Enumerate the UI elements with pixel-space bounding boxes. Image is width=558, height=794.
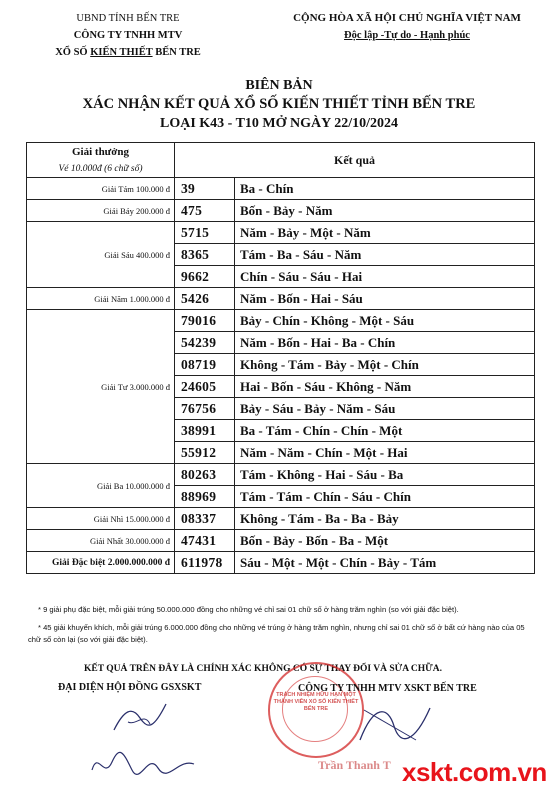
- table-row: [27, 552, 535, 574]
- result-in-words: Sáu - Một - Một - Chín - Bảy - Tám: [235, 552, 535, 574]
- document-title: [0, 76, 558, 133]
- signature-3: [354, 700, 434, 750]
- company-seal: [268, 662, 364, 758]
- result-in-words: Không - Tám - Bảy - Một - Chín: [235, 354, 535, 376]
- result-in-words: Bảy - Chín - Không - Một - Sáu: [235, 310, 535, 332]
- result-in-words: Hai - Bốn - Sáu - Không - Năm: [235, 376, 535, 398]
- signer-name: Trần Thanh T: [318, 758, 391, 772]
- result-in-words: Không - Tám - Ba - Ba - Bảy: [235, 508, 535, 530]
- result-number: 76756: [175, 398, 235, 420]
- council-representative: ĐẠI DIỆN HỘI ĐỒNG GSXSKT: [58, 682, 202, 693]
- result-in-words: Năm - Năm - Chín - Một - Hai: [235, 442, 535, 464]
- table-row: [27, 464, 535, 486]
- result-number: 9662: [175, 266, 235, 288]
- company-representative: CÔNG TY TNHH MTV XSKT BẾN TRE: [298, 683, 477, 694]
- result-in-words: Bốn - Bảy - Bốn - Ba - Một: [235, 530, 535, 552]
- prize-name: Giải Bảy 200.000 đ: [27, 200, 175, 222]
- result-in-words: Bốn - Bảy - Năm: [235, 200, 535, 222]
- notes: [28, 604, 538, 646]
- table-row: [27, 288, 535, 310]
- table-row: [27, 222, 535, 244]
- organization-header: [18, 10, 238, 61]
- table-row: [27, 508, 535, 530]
- prize-name: Giải Sáu 400.000 đ: [27, 222, 175, 288]
- table-row: [27, 178, 535, 200]
- table-header-row: [27, 143, 535, 161]
- signature-1: [110, 700, 170, 736]
- result-number: 54239: [175, 332, 235, 354]
- result-number: 611978: [175, 552, 235, 574]
- prize-name: Giải Tám 100.000 đ: [27, 178, 175, 200]
- result-in-words: Ba - Tám - Chín - Chín - Một: [235, 420, 535, 442]
- table-row: [27, 310, 535, 332]
- org-line-3: XỔ SỐ KIẾN THIẾT BẾN TRE: [55, 47, 201, 58]
- signature-2: [88, 744, 198, 784]
- org-line-2: CÔNG TY TNHH MTV: [73, 30, 183, 41]
- result-number: 39: [175, 178, 235, 200]
- national-motto: Độc lập -Tự do - Hạnh phúc: [344, 30, 470, 41]
- table-row: [27, 200, 535, 222]
- ticket-price-subheader: Vé 10.000đ (6 chữ số): [27, 160, 175, 178]
- prize-name: Giải Nhì 15.000.000 đ: [27, 508, 175, 530]
- result-in-words: Năm - Bảy - Một - Năm: [235, 222, 535, 244]
- site-watermark: xskt.com.vn: [402, 757, 547, 787]
- title-line-2: XÁC NHẬN KẾT QUẢ XỔ SỐ KIẾN THIẾT TỈNH BẾN TRE: [82, 96, 476, 112]
- results-table: [26, 142, 535, 574]
- result-in-words: Ba - Chín: [235, 178, 535, 200]
- result-number: 475: [175, 200, 235, 222]
- result-in-words: Tám - Không - Hai - Sáu - Ba: [235, 464, 535, 486]
- title-line-3: LOẠI K43 - T10 MỞ NGÀY 22/10/2024: [159, 116, 398, 131]
- country-name: CỘNG HÒA XÃ HỘI CHỦ NGHĨA VIỆT NAM: [293, 12, 521, 24]
- org-line-1: UBND TỈNH BẾN TRE: [76, 13, 180, 24]
- title-line-1: BIÊN BẢN: [245, 78, 313, 93]
- result-number: 5715: [175, 222, 235, 244]
- result-number: 8365: [175, 244, 235, 266]
- result-number: 5426: [175, 288, 235, 310]
- national-header: [262, 10, 552, 44]
- result-number: 55912: [175, 442, 235, 464]
- prize-name: Giải Đặc biệt 2.000.000.000 đ: [27, 552, 175, 574]
- result-in-words: Tám - Ba - Sáu - Năm: [235, 244, 535, 266]
- seal-text: TRÁCH NHIỆM HỮU HẠN MỘT THÀNH VIÊN XỔ SỐ KIẾN THIẾT BẾN TRE: [273, 692, 359, 712]
- prize-name: Giải Nhất 30.000.000 đ: [27, 530, 175, 552]
- result-number: 08337: [175, 508, 235, 530]
- result-number: 38991: [175, 420, 235, 442]
- result-in-words: Tám - Tám - Chín - Sáu - Chín: [235, 486, 535, 508]
- note-encouragement: * 45 giải khuyến khích, mỗi giải trúng 6.000.000 đồng cho những vé trúng ở hàng trăm nghìn, nhưng chỉ sai 01 chữ số ở bất cứ hàng nào của 05 chữ số còn lại (so với giải đặc biệt).: [28, 623, 525, 644]
- result-in-words: Chín - Sáu - Sáu - Hai: [235, 266, 535, 288]
- result-number: 47431: [175, 530, 235, 552]
- result-number: 80263: [175, 464, 235, 486]
- prize-column-header: Giải thưởng: [27, 143, 175, 161]
- prize-name: Giải Ba 10.000.000 đ: [27, 464, 175, 508]
- result-number: 79016: [175, 310, 235, 332]
- result-in-words: Năm - Bốn - Hai - Sáu: [235, 288, 535, 310]
- prize-name: Giải Tư 3.000.000 đ: [27, 310, 175, 464]
- result-number: 88969: [175, 486, 235, 508]
- result-number: 08719: [175, 354, 235, 376]
- result-column-header: Kết quả: [175, 143, 535, 178]
- result-in-words: Bảy - Sáu - Bảy - Năm - Sáu: [235, 398, 535, 420]
- note-consolation-special: * 9 giải phụ đặc biệt, mỗi giải trúng 50.000.000 đồng cho những vé chỉ sai 01 chữ số ở hàng trăm nghìn (so với giải đặc biệt).: [38, 605, 459, 614]
- result-number: 24605: [175, 376, 235, 398]
- result-in-words: Năm - Bốn - Hai - Ba - Chín: [235, 332, 535, 354]
- table-row: [27, 530, 535, 552]
- prize-name: Giải Năm 1.000.000 đ: [27, 288, 175, 310]
- confirmation-statement: KẾT QUẢ TRÊN ĐÂY LÀ CHÍNH XÁC KHÔNG CÓ SỰ THAY ĐỔI VÀ SỬA CHỮA.: [84, 664, 442, 674]
